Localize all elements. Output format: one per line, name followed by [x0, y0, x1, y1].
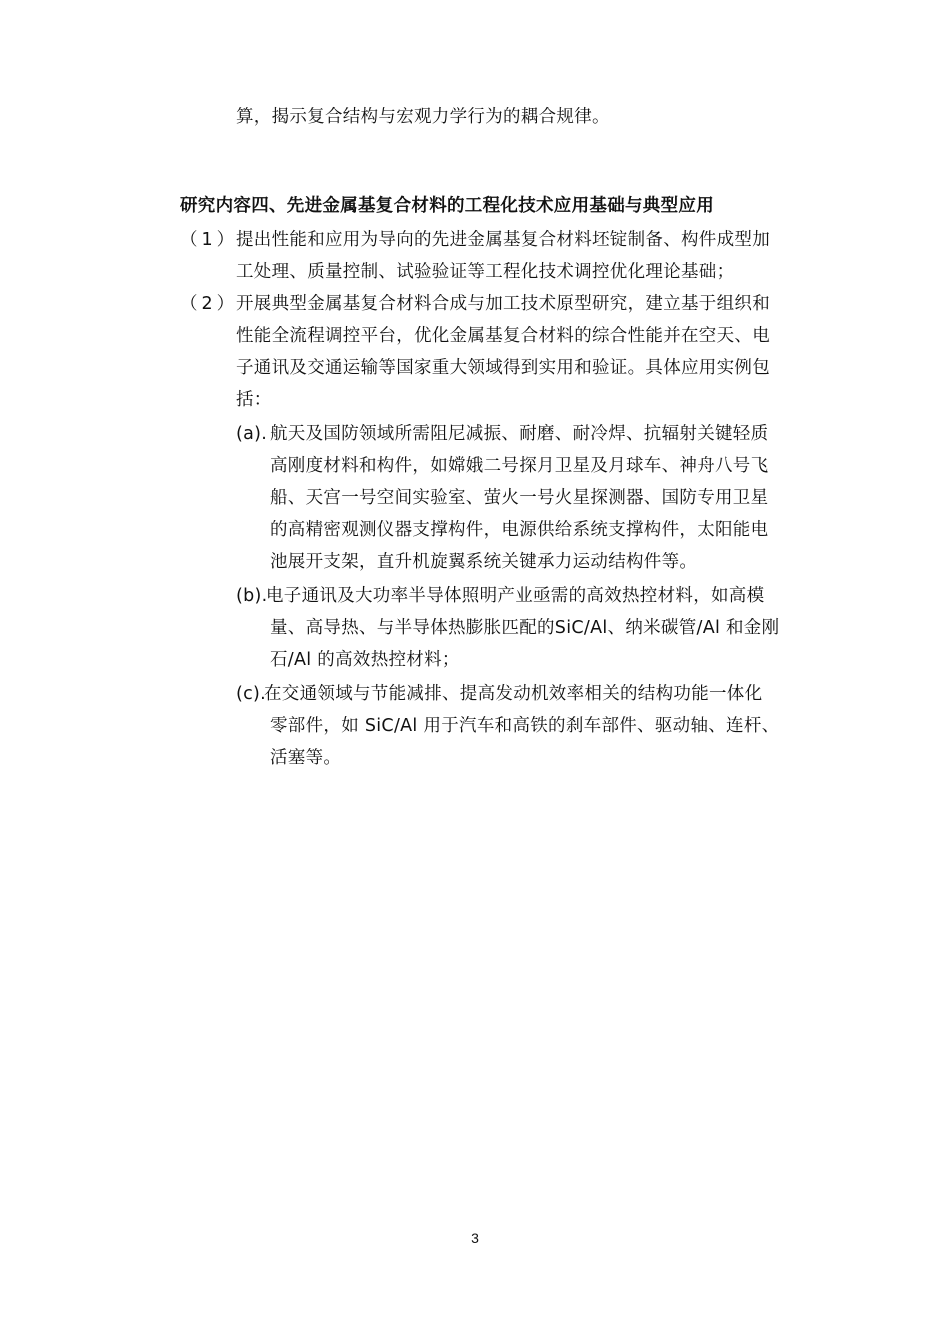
list-item-line: 开展典型金属基复合材料合成与加工技术原型研究，建立基于组织和 [236, 294, 770, 314]
sub-item-line: 量、高导热、与半导体热膨胀匹配的SiC/Al、纳米碳管/Al 和金刚 [270, 618, 780, 638]
sub-item-line: 船、天宫一号空间实验室、萤火一号火星探测器、国防专用卫星 [270, 488, 769, 508]
sub-item-line: 高刚度材料和构件，如嫦娥二号探月卫星及月球车、神舟八号飞 [270, 456, 769, 476]
sub-item-marker: (a). [236, 424, 268, 444]
list-item-line: 性能全流程调控平台，优化金属基复合材料的综合性能并在空天、电 [236, 326, 770, 346]
sub-item-line: 池展开支架，直升机旋翼系统关键承力运动结构件等。 [270, 552, 698, 572]
list-marker: （1） [180, 230, 239, 250]
sub-item-line: 活塞等。 [270, 748, 342, 768]
sub-item-line: 电子通讯及大功率半导体照明产业亟需的高效热控材料，如高模 [266, 586, 765, 606]
sub-item-line: 的高精密观测仪器支撑构件，电源供给系统支撑构件，太阳能电 [270, 520, 769, 540]
sub-item-line: 航天及国防领域所需阻尼减振、耐磨、耐冷焊、抗辐射关键轻质 [270, 424, 769, 444]
sub-item-marker: (b). [236, 586, 268, 606]
sub-item-line: 石/Al 的高效热控材料； [270, 650, 460, 670]
section-heading: 研究内容四、先进金属基复合材料的工程化技术应用基础与典型应用 [180, 196, 714, 216]
sub-item-line: 零部件，如 SiC/Al 用于汽车和高铁的刹车部件、驱动轴、连杆、 [270, 716, 780, 736]
sub-item-line: 在交通领域与节能减排、提高发动机效率相关的结构功能一体化 [264, 684, 763, 704]
list-item-line: 子通讯及交通运输等国家重大领域得到实用和验证。具体应用实例包 [236, 358, 770, 378]
page-number: 3 [471, 1230, 479, 1246]
sub-item-marker: (c). [236, 684, 267, 704]
list-item-line: 工处理、质量控制、试验验证等工程化技术调控优化理论基础； [236, 262, 735, 282]
list-marker: （2） [180, 294, 239, 314]
list-item-line: 提出性能和应用为导向的先进金属基复合材料坯锭制备、构件成型加 [236, 230, 770, 250]
list-item-line: 括： [236, 390, 272, 410]
continuation-line: 算，揭示复合结构与宏观力学行为的耦合规律。 [236, 107, 610, 127]
